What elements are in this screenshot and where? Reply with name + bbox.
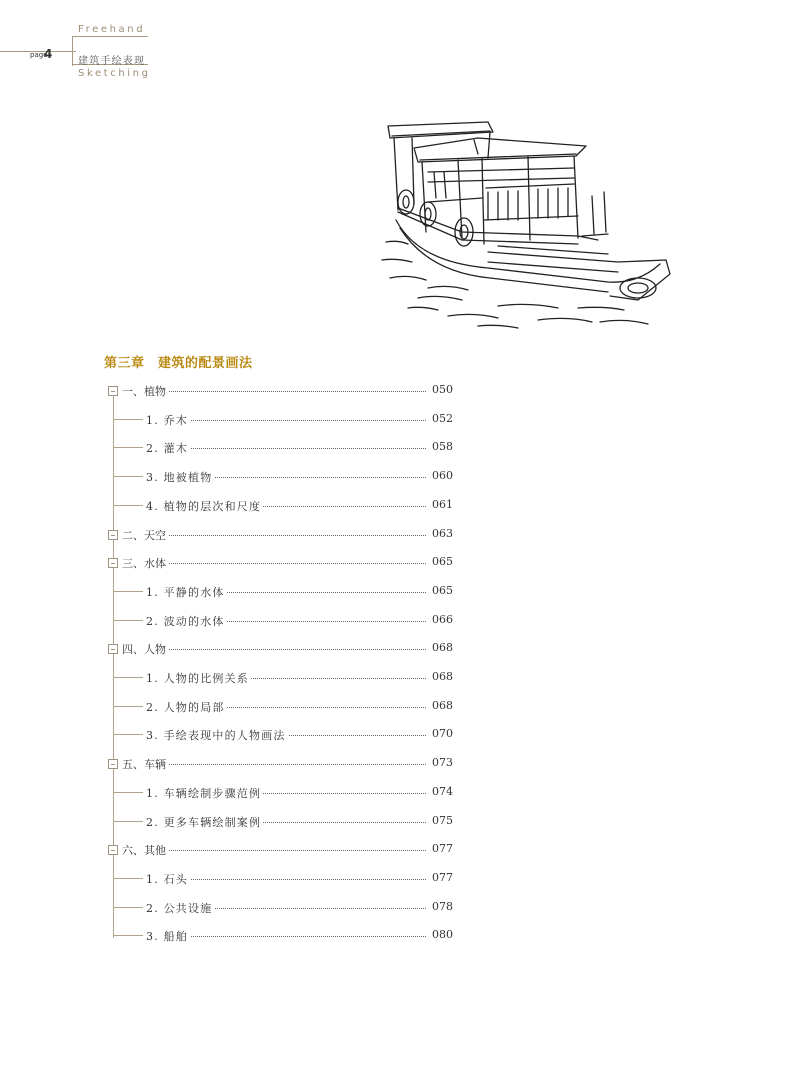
toc-subsection-label: 1. 平静的水体 xyxy=(146,586,225,599)
tree-branch-line xyxy=(113,706,143,707)
toc-subsection-label: 2. 波动的水体 xyxy=(146,615,225,628)
toc-page-number: 050 xyxy=(432,383,453,396)
toc-subsection-label: 2. 更多车辆绘制案例 xyxy=(146,816,262,829)
toc-page-number: 075 xyxy=(432,814,453,827)
toc-subsection-label: 3. 手绘表现中的人物画法 xyxy=(146,729,286,742)
tree-branch-line xyxy=(113,821,143,822)
toc-page-number: 073 xyxy=(432,756,453,769)
header-rule-top xyxy=(72,36,148,37)
tree-branch-line xyxy=(113,734,143,735)
toc-section-label: 一、植物 xyxy=(122,385,166,398)
toc-entry[interactable] xyxy=(0,669,800,685)
page-number: 4 xyxy=(44,47,53,61)
toc-entry[interactable] xyxy=(0,439,800,455)
toc-entry[interactable] xyxy=(0,755,800,771)
toc-entry[interactable] xyxy=(0,411,800,427)
collapse-square-icon xyxy=(108,386,118,396)
collapse-square-icon xyxy=(108,558,118,568)
toc-page-number: 068 xyxy=(432,641,453,654)
toc-page-number: 078 xyxy=(432,900,453,913)
toc-page-number: 077 xyxy=(432,842,453,855)
toc-entry[interactable] xyxy=(0,640,800,656)
tree-branch-line xyxy=(113,907,143,908)
book-title-en-2: Sketching xyxy=(78,68,151,79)
toc-entry[interactable] xyxy=(0,612,800,628)
book-title-en-1: Freehand xyxy=(78,24,146,35)
toc-subsection-label: 3. 船舶 xyxy=(146,930,188,943)
toc-subsection-label: 1. 人物的比例关系 xyxy=(146,672,249,685)
collapse-square-icon xyxy=(108,845,118,855)
toc-page-number: 065 xyxy=(432,555,453,568)
toc-page-number: 074 xyxy=(432,785,453,798)
collapse-square-icon xyxy=(108,759,118,769)
page-label: page xyxy=(30,51,48,59)
toc-entry[interactable] xyxy=(0,784,800,800)
toc-page-number: 052 xyxy=(432,412,453,425)
toc-section-label: 六、其他 xyxy=(122,844,166,857)
header-divider xyxy=(72,36,73,66)
toc-page-number: 068 xyxy=(432,670,453,683)
toc-entry[interactable] xyxy=(0,899,800,915)
toc-subsection-label: 3. 地被植物 xyxy=(146,471,213,484)
tree-branch-line xyxy=(113,419,143,420)
toc-entry[interactable] xyxy=(0,382,800,398)
toc-entry[interactable] xyxy=(0,468,800,484)
toc-subsection-label: 1. 车辆绘制步骤范例 xyxy=(146,787,262,800)
toc-page-number: 060 xyxy=(432,469,453,482)
toc-section-label: 四、人物 xyxy=(122,643,166,656)
toc-subsection-label: 1. 石头 xyxy=(146,873,188,886)
collapse-square-icon xyxy=(108,644,118,654)
toc-subsection-label: 4. 植物的层次和尺度 xyxy=(146,500,262,513)
tree-branch-line xyxy=(113,935,143,936)
boat-sketch-illustration xyxy=(378,112,678,334)
toc-section-label: 三、水体 xyxy=(122,557,166,570)
toc-subsection-label: 2. 人物的局部 xyxy=(146,701,225,714)
toc-entry[interactable] xyxy=(0,927,800,943)
toc-section-label: 五、车辆 xyxy=(122,758,166,771)
toc-entry[interactable] xyxy=(0,726,800,742)
tree-branch-line xyxy=(113,878,143,879)
collapse-square-icon xyxy=(108,530,118,540)
toc-subsection-label: 2. 灌木 xyxy=(146,442,188,455)
toc-page-number: 065 xyxy=(432,584,453,597)
toc-page-number: 080 xyxy=(432,928,453,941)
toc-entry[interactable] xyxy=(0,813,800,829)
toc-subsection-label: 2. 公共设施 xyxy=(146,902,213,915)
toc-page-number: 066 xyxy=(432,613,453,626)
toc-page-number: 061 xyxy=(432,498,453,511)
toc-section-label: 二、天空 xyxy=(122,529,166,542)
toc-entry[interactable] xyxy=(0,841,800,857)
tree-branch-line xyxy=(113,447,143,448)
toc-entry[interactable] xyxy=(0,870,800,886)
toc-page-number: 070 xyxy=(432,727,453,740)
tree-branch-line xyxy=(113,591,143,592)
tree-branch-line xyxy=(113,620,143,621)
tree-branch-line xyxy=(113,677,143,678)
tree-branch-line xyxy=(113,476,143,477)
toc-entry[interactable] xyxy=(0,583,800,599)
book-title-cn: 建筑手绘表现 xyxy=(78,56,146,67)
toc-entry[interactable] xyxy=(0,554,800,570)
tree-branch-line xyxy=(113,792,143,793)
toc-page-number: 058 xyxy=(432,440,453,453)
toc-page-number: 077 xyxy=(432,871,453,884)
toc-page-number: 068 xyxy=(432,699,453,712)
tree-branch-line xyxy=(113,505,143,506)
toc-entry[interactable] xyxy=(0,526,800,542)
toc-entry[interactable] xyxy=(0,698,800,714)
chapter-title: 第三章 建筑的配景画法 xyxy=(104,356,253,371)
toc-page-number: 063 xyxy=(432,527,453,540)
toc-subsection-label: 1. 乔木 xyxy=(146,414,188,427)
toc-entry[interactable] xyxy=(0,497,800,513)
